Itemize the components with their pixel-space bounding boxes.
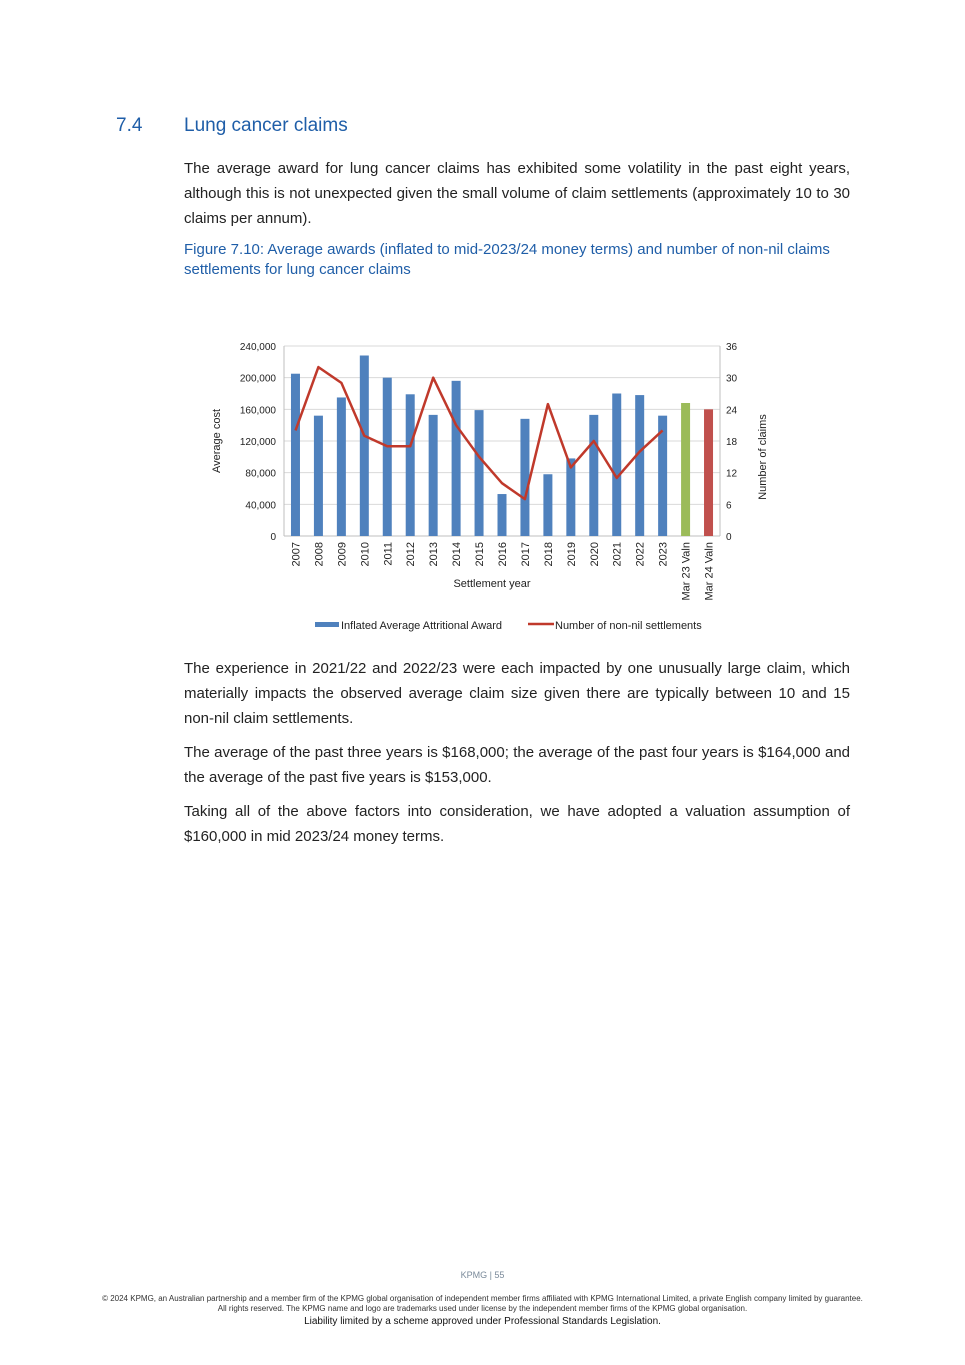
y-tick-label: 40,000: [245, 500, 276, 512]
footer-copyright: © 2024 KPMG, an Australian partnership and a member firm of the KPMG global organisation of independent member firms affiliated with KPMG International Limited, a private English company limited by guarantee. All rights reserved. The KPMG name and logo are trademarks used under license by the independent member firms of the KPMG global organisation.: [102, 1294, 863, 1313]
averages-paragraph: The average of the past three years is $168,000; the average of the past four years is $164,000 and the average of the past five years is $153,000.: [184, 744, 850, 786]
bar: [475, 410, 484, 536]
bar: [612, 394, 621, 537]
x-tick-label: Mar 23 Valn: [680, 542, 693, 601]
bar: [681, 403, 690, 536]
bar: [360, 356, 369, 537]
legend-label-bars: Inflated Average Attritional Award: [341, 620, 503, 632]
x-tick-label: 2009: [336, 542, 349, 567]
bar: [520, 419, 529, 536]
bar: [429, 415, 438, 536]
x-tick-label: 2016: [497, 542, 509, 567]
section-title: Lung cancer claims: [184, 115, 348, 136]
x-tick-label: 2017: [519, 542, 532, 567]
y2-tick-label: 0: [726, 532, 732, 543]
x-tick-label: 2023: [657, 542, 670, 567]
y2-tick-label: 36: [726, 342, 738, 353]
bar: [452, 381, 461, 536]
x-tick-label: 2013: [428, 542, 441, 567]
x-tick-label: 2018: [542, 542, 555, 567]
x-tick-label: 2012: [405, 542, 418, 567]
y2-axis-title: Number of claims: [757, 414, 769, 500]
y-tick-label: 160,000: [239, 405, 276, 417]
y-tick-label: 0: [270, 532, 276, 543]
bar: [291, 374, 300, 536]
x-tick-label: Mar 24 Valn: [703, 542, 716, 601]
legend-swatch-bars: [315, 622, 339, 627]
footer-liability: Liability limited by a scheme approved under Professional Standards Legislation.: [304, 1316, 661, 1327]
figure-caption: Figure 7.10: Average awards (inflated to mid-2023/24 money terms) and number of non-nil claims settlements for lung cancer claims: [184, 241, 830, 278]
x-axis-title: Settlement year: [453, 578, 531, 590]
bar: [314, 416, 323, 536]
bar: [498, 494, 507, 536]
x-tick-label: 2020: [588, 542, 601, 567]
intro-paragraph: The average award for lung cancer claims has exhibited some volatility in the past eight years, although this is not unexpected given the small volume of claim settlements (approximately 10 to 30 claims per annum).: [184, 160, 850, 227]
y2-tick-label: 24: [726, 405, 738, 417]
chart-svg: [200, 330, 780, 640]
bar: [566, 458, 575, 536]
x-tick-label: 2010: [359, 542, 372, 567]
bar: [543, 474, 552, 536]
page-number: KPMG | 55: [460, 1270, 505, 1280]
x-tick-label: 2015: [474, 542, 487, 567]
x-tick-label: 2008: [313, 542, 326, 567]
y2-tick-label: 18: [726, 437, 738, 448]
y-tick-label: 200,000: [239, 373, 276, 385]
x-tick-label: 2007: [290, 542, 303, 567]
bar: [383, 378, 392, 536]
legend-label-line: Number of non-nil settlements: [555, 620, 702, 632]
x-tick-label: 2011: [382, 542, 395, 566]
x-tick-label: 2021: [611, 542, 624, 567]
x-tick-label: 2022: [634, 542, 647, 567]
x-tick-label: 2014: [451, 542, 464, 567]
y-tick-label: 240,000: [239, 342, 276, 353]
bar: [337, 397, 346, 536]
experience-paragraph: The experience in 2021/22 and 2022/23 were each impacted by one unusually large claim, which materially impacts the observed average claim size given there are typically between 10 and 15 non-nil claim settlements.: [184, 660, 850, 727]
assumption-paragraph: Taking all of the above factors into consideration, we have adopted a valuation assumption of $160,000 in mid 2023/24 money terms.: [184, 803, 850, 845]
y2-tick-label: 30: [726, 373, 738, 385]
bar: [704, 409, 713, 536]
section-number: 7.4: [116, 115, 143, 136]
y2-tick-label: 12: [726, 468, 738, 480]
bar: [406, 394, 415, 536]
y-tick-label: 120,000: [239, 437, 276, 448]
y2-tick-label: 6: [726, 500, 732, 512]
bar: [589, 415, 598, 536]
x-tick-label: 2019: [565, 542, 578, 567]
bar: [635, 395, 644, 536]
y-axis-title: Average cost: [211, 408, 223, 474]
y-tick-label: 80,000: [245, 468, 276, 480]
awards-chart: [200, 330, 780, 640]
